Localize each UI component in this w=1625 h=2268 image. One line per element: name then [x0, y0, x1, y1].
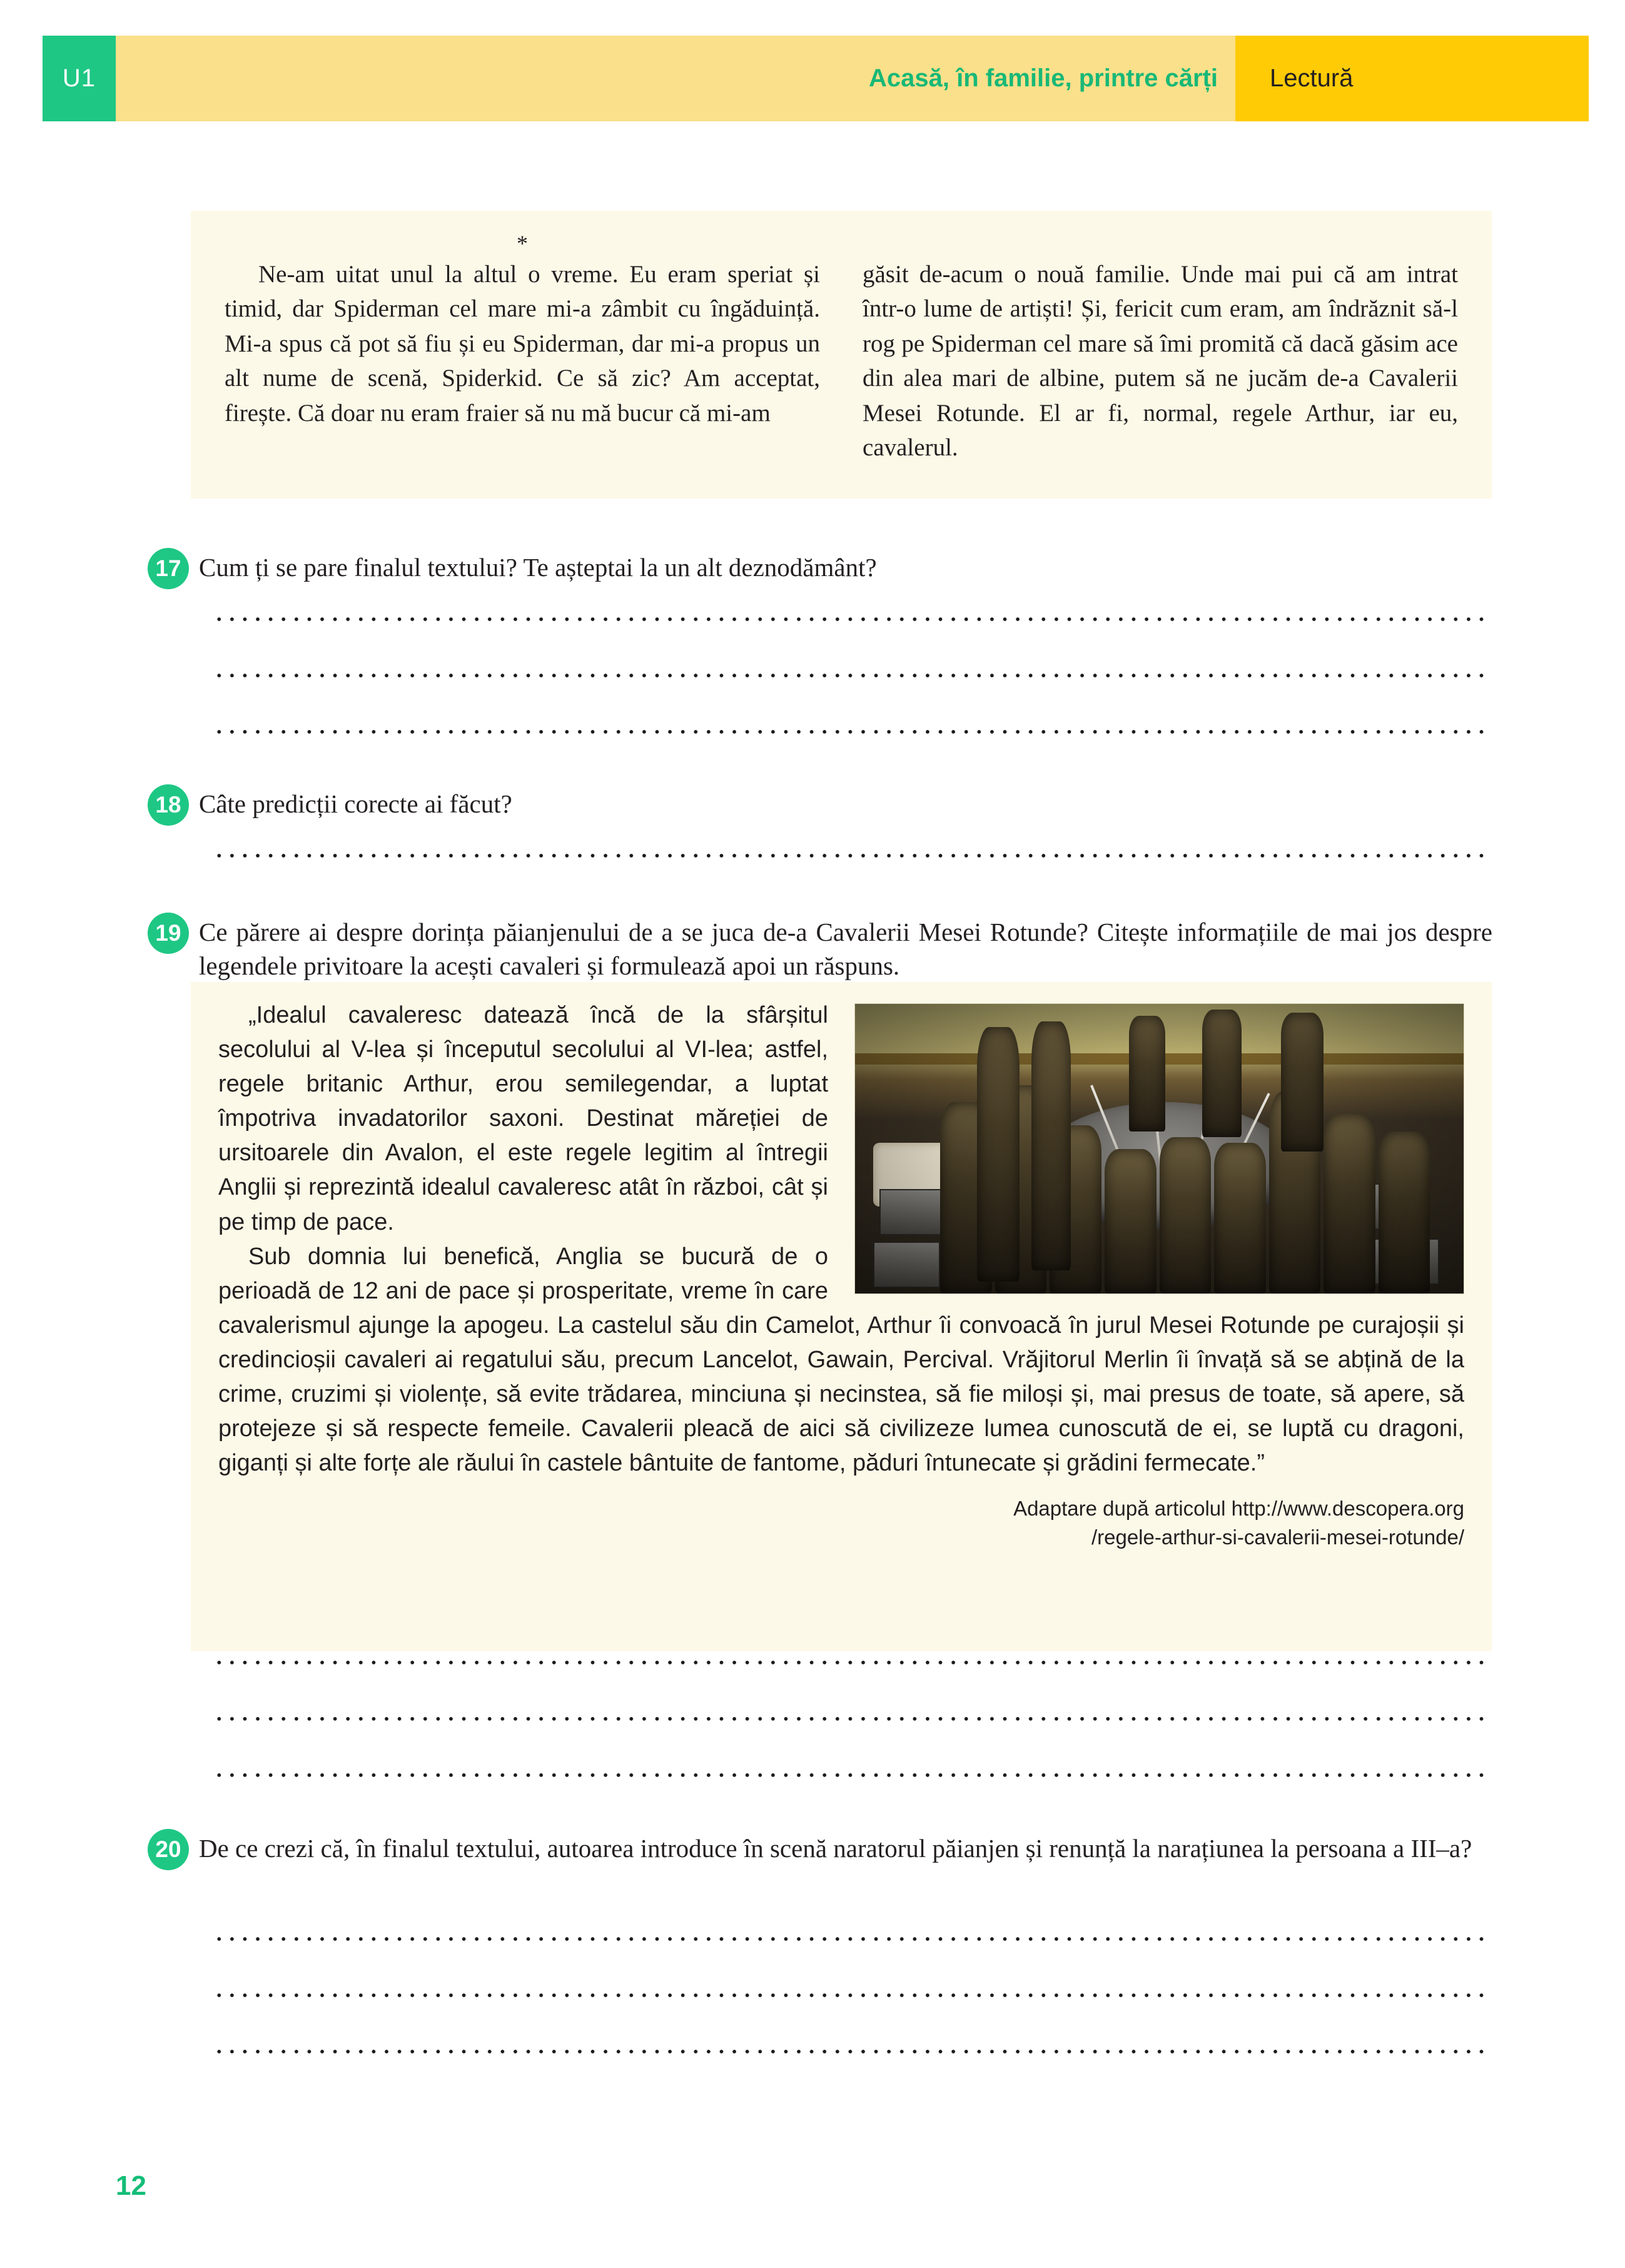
answer-line[interactable]: [213, 1992, 1492, 1998]
legend-paragraph-1: „Idealul cavaleresc datează încă de la sfârșitul secolului al V-lea și începutul secolului al VI-lea; astfel, regele britanic Arthur, erou semilegendar, a luptat împotriva invadatorilor saxoni. Destinat măreției de ursitoarele din Avalon, el este regele legitim al întregii Anglii și reprezintă idealul cavaleresc atât în război, cât și pe timp de pace.: [218, 1002, 828, 1235]
legend-source-line-2: /regele-arthur-si-cavalerii-mesei-rotunde/: [1091, 1525, 1464, 1549]
legend-info-panel: [191, 982, 1492, 1651]
photo-vignette: [855, 1004, 1464, 1293]
page-title: Acasă, în familie, printre cărți: [869, 64, 1218, 92]
answer-line[interactable]: [213, 853, 1492, 859]
header-band: [116, 36, 1235, 121]
section-tab: [1235, 36, 1589, 121]
section-label: Lectură: [1270, 64, 1354, 92]
exercise-20: [148, 1831, 1492, 1870]
excerpt-panel: [191, 211, 1492, 499]
answer-line[interactable]: [213, 1659, 1492, 1666]
answer-line[interactable]: [213, 1772, 1492, 1778]
legend-source-line-1: Adaptare după articolul http://www.descopera.org: [1013, 1497, 1464, 1521]
exercise-question-text: Ce părere ai despre dorința păianjenului de a se juca de-a Cavalerii Mesei Rotunde? Citește informațiile de mai jos despre legendele privitoare la acești cavaleri și formulează apoi un răspuns.: [199, 918, 1492, 981]
unit-badge: U1: [43, 36, 116, 121]
excerpt-paragraph-left: Ne-am uitat unul la altul o vreme. Eu eram speriat și timid, dar Spiderman cel mare mi-a zâmbit cu îngăduință. Mi-a spus că pot să fiu și eu Spiderman, dar mi-a propus un alt nume de scenă, Spiderkid. Ce să zic? Am acceptat, firește. Că doar nu eram fraier să nu mă bucur că mi-am: [225, 261, 820, 427]
exercise-17: [148, 550, 1492, 589]
section-separator-asterisk: *: [517, 231, 528, 256]
exercise-number-badge: 17: [148, 548, 189, 589]
excerpt-paragraph-right: găsit de-acum o nouă familie. Unde mai pui că am intrat într-o lume de artiști! Și, fericit cum eram, am îndrăznit să-l rog pe Spiderman cel mare să îmi promită că dacă găsim ace din alea mari de albine, putem să ne jucăm de-a Cavalerii Mesei Rotunde. El ar fi, normal, regele Arthur, iar eu, cavalerul.: [863, 261, 1458, 461]
exercise-number-badge: 20: [148, 1829, 189, 1870]
answer-line[interactable]: [213, 672, 1492, 679]
answer-line[interactable]: [213, 1936, 1492, 1942]
exercise-question-text: De ce crezi că, în finalul textului, autoarea introduce în scenă naratorul păianjen și renunță la narațiunea la persoana a III–a?: [199, 1834, 1472, 1863]
round-table-knights-photo: [854, 1003, 1464, 1294]
exercise-18: [148, 787, 1492, 826]
exercise-question-text: Câte predicții corecte ai făcut?: [199, 789, 512, 818]
exercise-question-text: Cum ți se pare finalul textului? Te așteptai la un alt deznodământ?: [199, 553, 877, 582]
exercise-19: [148, 915, 1492, 983]
page-number: 12: [116, 2170, 146, 2201]
excerpt-left-column: [225, 232, 820, 465]
answer-line[interactable]: [213, 1716, 1492, 1722]
answer-line[interactable]: [213, 2048, 1492, 2055]
answer-line[interactable]: [213, 616, 1492, 622]
page-header: [0, 36, 1589, 121]
exercise-number-badge: 19: [148, 913, 189, 954]
excerpt-right-column: [863, 232, 1458, 465]
legend-paragraph-2: Sub domnia lui benefică, Anglia se bucură de o perioadă de 12 ani de pace și prosperitate, vreme în care cavalerismul ajunge la apogeu. La castelul său din Camelot, Arthur îi convoacă în jurul Mesei Rotunde pe curajoșii și credincioșii cavaleri ai regatului său, precum Lancelot, Gawain, Percival. Vrăjitorul Merlin îi învață să se abțină de la crime, cruzimi și violențe, să evite trădarea, minciuna și necinstea, să fie miloși și, mai presus de toate, să apere, să protejeze și să respecte femeile. Cavalerii pleacă de aici să civilizeze lumea cunoscută de ei, se luptă cu dragoni, giganți și alte forțe ale răului în castele bântuite de fantome, păduri întunecate și grădini fermecate.”: [218, 1243, 1464, 1477]
answer-line[interactable]: [213, 729, 1492, 735]
exercise-number-badge: 18: [148, 784, 189, 826]
